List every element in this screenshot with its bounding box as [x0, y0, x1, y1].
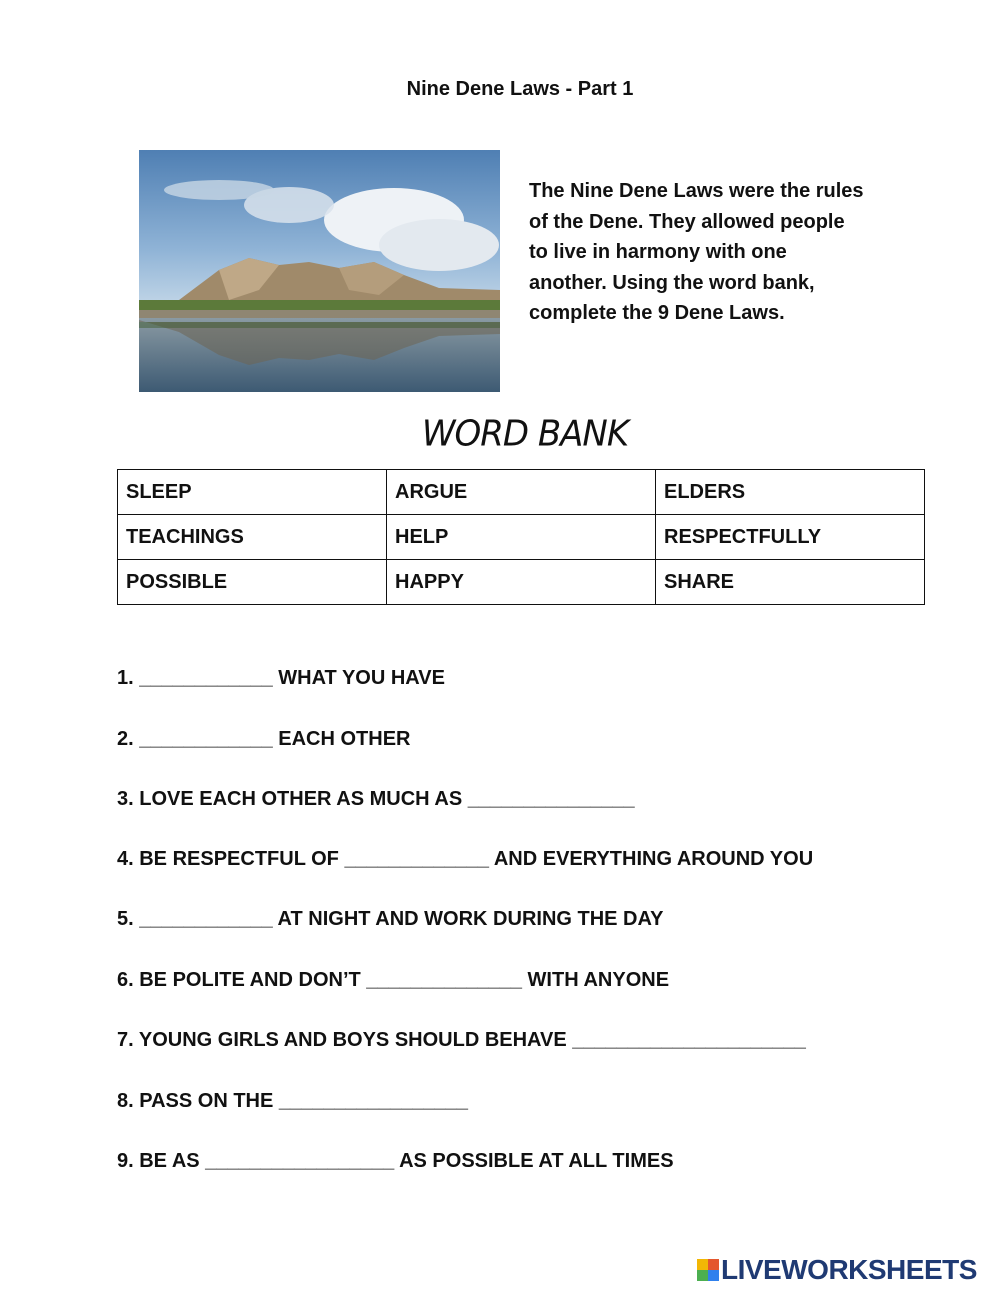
- intro-line: The Nine Dene Laws were the rules: [529, 180, 864, 202]
- word-cell: HELP: [387, 515, 656, 560]
- table-row: [118, 515, 925, 560]
- word-cell: ARGUE: [387, 470, 656, 515]
- intro-line: complete the 9 Dene Laws.: [529, 302, 785, 324]
- word-cell: RESPECTFULLY: [656, 515, 925, 560]
- intro-paragraph: [529, 176, 929, 329]
- table-row: [118, 560, 925, 605]
- word-cell: SHARE: [656, 560, 925, 605]
- word-bank-table: [117, 469, 925, 605]
- question-5[interactable]: 5. ____________ AT NIGHT AND WORK DURING THE DAY: [117, 908, 664, 930]
- word-cell: TEACHINGS: [118, 515, 387, 560]
- word-cell: POSSIBLE: [118, 560, 387, 605]
- page-title: Nine Dene Laws - Part 1: [406, 78, 634, 100]
- intro-line: another. Using the word bank,: [529, 271, 815, 294]
- word-cell: HAPPY: [387, 560, 656, 605]
- question-6[interactable]: 6. BE POLITE AND DON’T ______________ WITH ANYONE: [117, 969, 670, 991]
- landscape-photo: [139, 150, 500, 392]
- table-row: [118, 470, 925, 515]
- question-9[interactable]: 9. BE AS _________________ AS POSSIBLE AT ALL TIMES: [117, 1150, 674, 1172]
- intro-line: to live in harmony with one: [529, 241, 787, 263]
- brand-name: LIVEWORKSHEETS: [721, 1254, 977, 1285]
- question-7[interactable]: 7. YOUNG GIRLS AND BOYS SHOULD BEHAVE _____________________: [117, 1029, 806, 1051]
- question-1[interactable]: 1. ____________ WHAT YOU HAVE: [117, 667, 445, 689]
- question-3[interactable]: 3. LOVE EACH OTHER AS MUCH AS _______________: [117, 788, 635, 810]
- logo-icon: [697, 1259, 719, 1281]
- word-cell: SLEEP: [118, 470, 387, 515]
- word-bank-heading: WORD BANK: [421, 413, 629, 455]
- question-4[interactable]: 4. BE RESPECTFUL OF _____________ AND EVERYTHING AROUND YOU: [117, 848, 814, 870]
- liveworksheets-logo: [697, 1254, 977, 1286]
- question-2[interactable]: 2. ____________ EACH OTHER: [117, 728, 411, 750]
- question-8[interactable]: 8. PASS ON THE _________________: [117, 1090, 468, 1112]
- word-cell: ELDERS: [656, 470, 925, 515]
- intro-line: of the Dene. They allowed people: [529, 210, 845, 233]
